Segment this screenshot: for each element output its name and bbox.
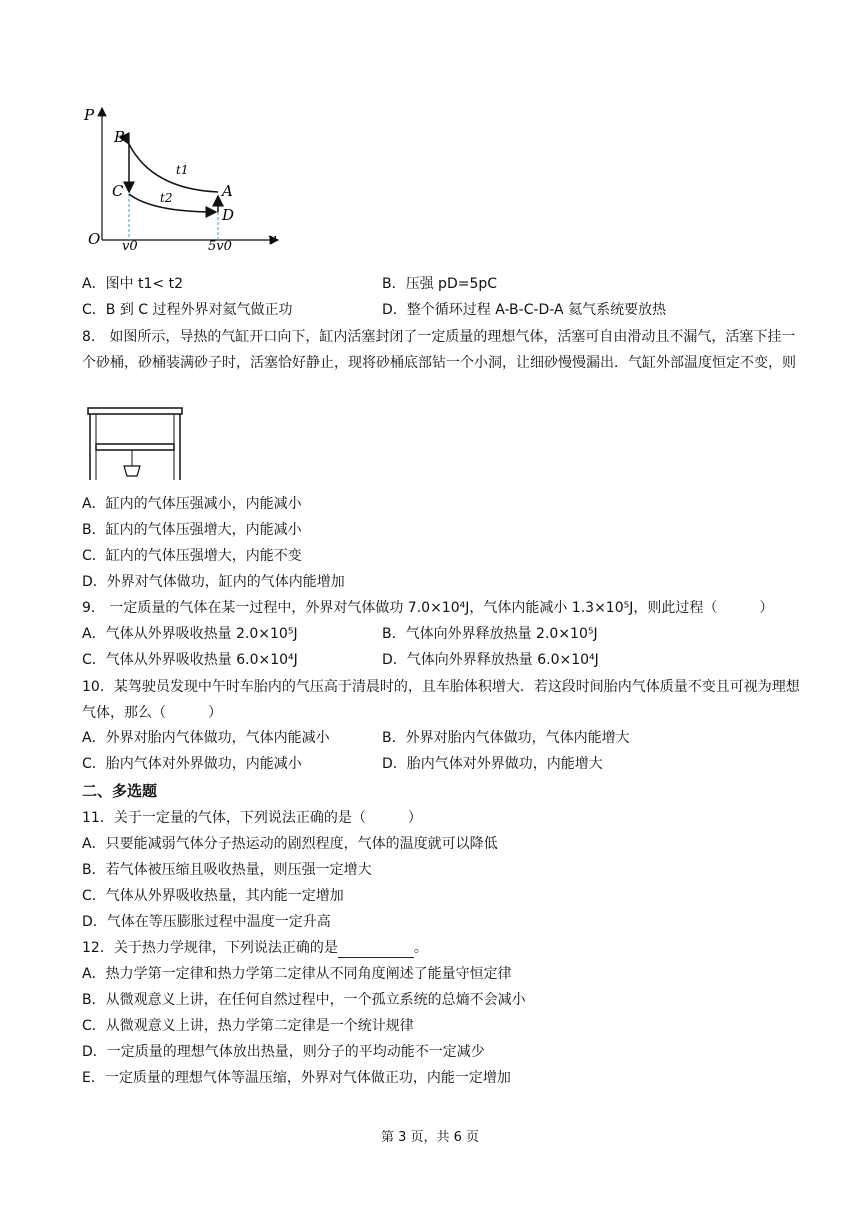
q8-option-b: B．缸内的气体压强增大，内能减小: [82, 522, 302, 538]
q11-stem: 11．关于一定量的气体，下列说法正确的是（ ）: [82, 810, 422, 826]
q10-option-d: D．胎内气体对外界做功，内能增大: [382, 756, 603, 772]
q10-option-a: A．外界对胎内气体做功，气体内能减小: [82, 730, 330, 746]
q9-option-d: D．气体向外界释放热量 6.0×10⁴J: [382, 652, 599, 668]
piston: [96, 444, 174, 450]
q7-option-c: C．B 到 C 过程外界对氦气做正功: [82, 302, 293, 318]
q12-option-a: A．热力学第一定律和热力学第二定律从不同角度阐述了能量守恒定律: [82, 966, 512, 982]
point-b-label: B: [114, 128, 126, 146]
curve-t1: [129, 144, 218, 192]
q7-option-b: B．压强 pD=5pC: [382, 276, 498, 292]
q11-option-c: C．气体从外界吸收热量，其内能一定增加: [82, 888, 344, 904]
curve-t2: [129, 194, 216, 212]
answer-blank: [338, 943, 414, 958]
axis-v-label: v: [268, 230, 277, 248]
q9-option-b: B．气体向外界释放热量 2.0×10⁵J: [382, 626, 598, 642]
q11-option-d: D．气体在等压膨胀过程中温度一定升高: [82, 914, 331, 930]
q8-option-d: D．外界对气体做功，缸内的气体内能增加: [82, 574, 345, 590]
q12-option-e: E．一定质量的理想气体等温压缩，外界对气体做正功，内能一定增加: [82, 1070, 511, 1086]
q9-option-c: C．气体从外界吸收热量 6.0×10⁴J: [82, 652, 298, 668]
5v0-tick-label: 5v0: [208, 239, 232, 254]
q12-stem-end: 。: [413, 940, 428, 956]
point-a-label: A: [222, 182, 233, 200]
q10-stem: 10．某驾驶员发现中午时车胎内的气压高于清晨时的，且车胎体积增大．若这段时间胎内气体质量不变且可视为理想气体，那么（ ）: [82, 679, 800, 721]
q12-stem: [82, 938, 428, 958]
q8-stem: 8． 如图所示，导热的气缸开口向下，缸内活塞封闭了一定质量的理想气体，活塞可自由滑动且不漏气，活塞下挂一个砂桶，砂桶装满砂子时，活塞恰好静止，现将砂桶底部钻一个小洞，让细砂慢慢漏出．气缸外部温度恒定不变，则: [82, 329, 796, 371]
t1-label: t1: [176, 163, 189, 177]
q8-option-c: C．缸内的气体压强增大，内能不变: [82, 548, 302, 564]
q12-stem-text: 12．关于热力学规律，下列说法正确的是: [82, 940, 338, 956]
sand-bucket: [124, 466, 140, 476]
q12-option-b: B．从微观意义上讲，在任何自然过程中，一个孤立系统的总熵不会减小: [82, 992, 526, 1008]
axis-p-label: P: [84, 106, 95, 124]
q11-option-b: B．若气体被压缩且吸收热量，则压强一定增大: [82, 862, 372, 878]
q11-option-a: A．只要能减弱气体分子热运动的剧烈程度，气体的温度就可以降低: [82, 836, 498, 852]
point-c-label: C: [112, 182, 124, 200]
cylinder-figure: [86, 406, 186, 482]
point-d-label: D: [222, 206, 235, 224]
q12-option-d: D．一定质量的理想气体放出热量，则分子的平均动能不一定减少: [82, 1044, 485, 1060]
q10-option-c: C．胎内气体对外界做功，内能减小: [82, 756, 302, 772]
q7-option-a: A．图中 t1< t2: [82, 276, 184, 292]
q8-option-a: A．缸内的气体压强减小，内能减小: [82, 496, 302, 512]
q7-option-d: D．整个循环过程 A-B-C-D-A 氦气系统要放热: [382, 302, 667, 318]
pv-diagram: [82, 104, 282, 254]
origin-label: O: [88, 230, 101, 248]
page-footer: 第 3 页，共 6 页: [380, 1130, 480, 1145]
t2-label: t2: [160, 191, 173, 205]
section-heading: 二、多选题: [82, 782, 158, 800]
q10-option-b: B．外界对胎内气体做功，气体内能增大: [382, 730, 630, 746]
q9-stem: 9． 一定质量的气体在某一过程中，外界对气体做功 7.0×10⁴J，气体内能减小 1.3×10⁵J，则此过程（ ）: [82, 600, 774, 616]
v0-tick-label: v0: [122, 239, 138, 254]
q12-option-c: C．从微观意义上讲，热力学第二定律是一个统计规律: [82, 1018, 414, 1034]
q9-option-a: A．气体从外界吸收热量 2.0×10⁵J: [82, 626, 298, 642]
